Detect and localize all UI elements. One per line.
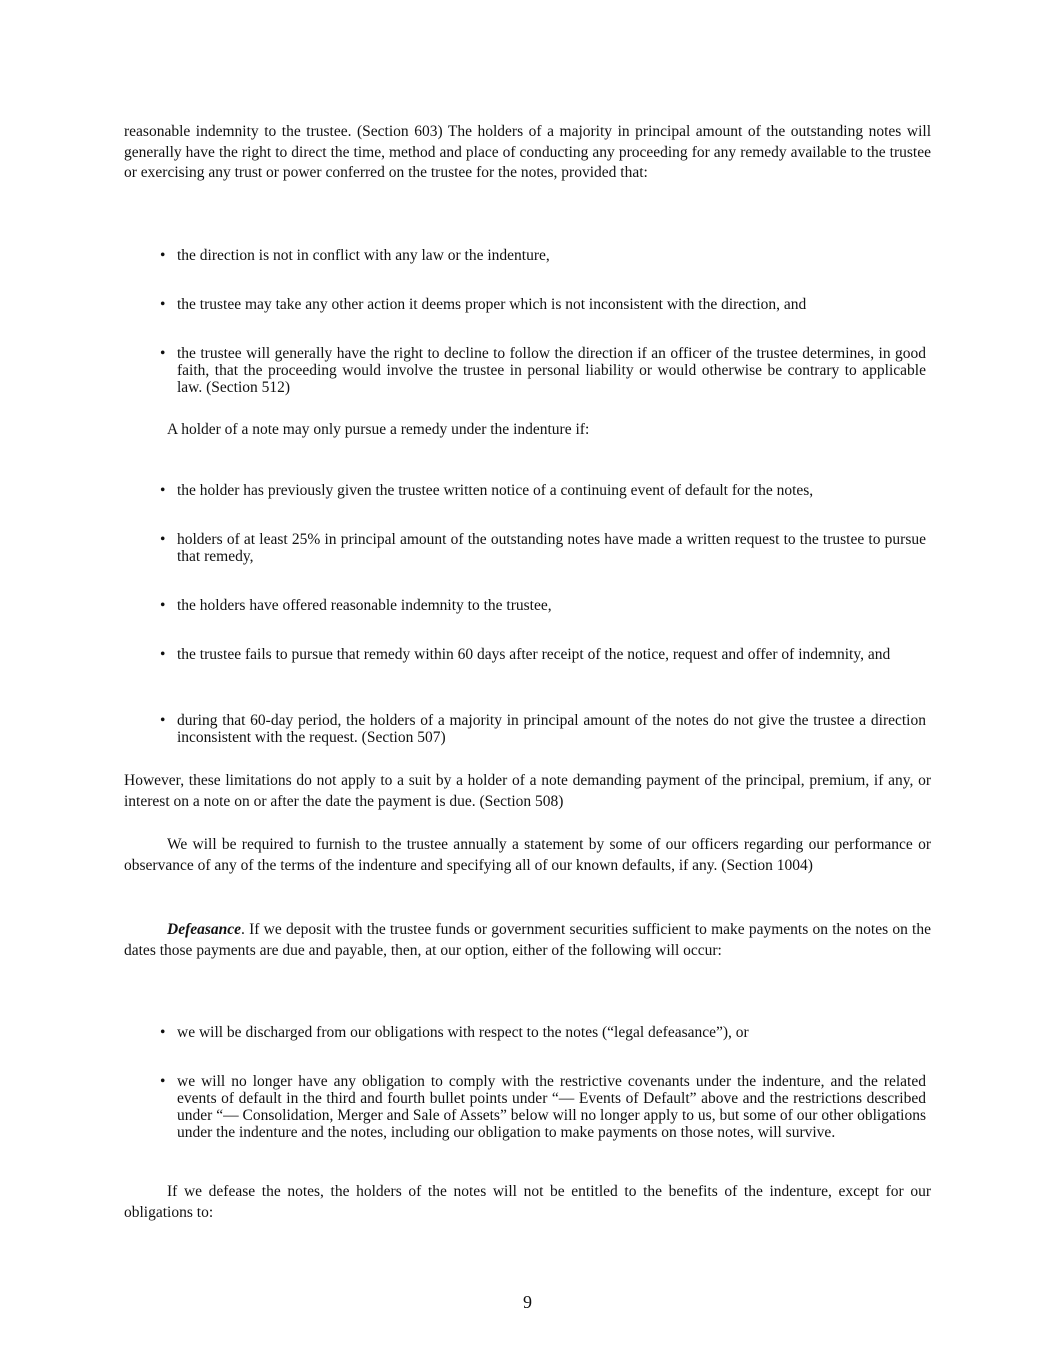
bullet-text: we will no longer have any obligation to comply with the restrictive covenants under the indenture, and the related events of default in the third and fourth bullet points under “— Events of Default” above and the restrictions described under “— Consolidation, Merger and Sale of Assets” below will no longer apply to us, but some of our other obligations under the indenture and the notes, including our obligation to make payments on those notes, will survive. [177,1073,926,1141]
defeasance-heading: Defeasance [167,921,242,938]
paragraph-defeasance [124,920,931,961]
bullet-marker: • [160,531,166,548]
bullet-item [160,597,926,614]
bullet-item [160,1024,926,1041]
bullet-marker: • [160,597,166,614]
paragraph-direction-rights: reasonable indemnity to the trustee. (Section 603) The holders of a majority in principal amount of the outstanding notes will generally have the right to direct the time, method and place of conducting any proceeding for any remedy available to the trustee or exercising any trust or power conferred on the trustee for the notes, provided that: [124,123,931,181]
bullet-text: holders of at least 25% in principal amount of the outstanding notes have made a written request to the trustee to pursue that remedy, [177,531,926,565]
bullet-marker: • [160,1024,166,1041]
paragraph-holder-remedy-lead: A holder of a note may only pursue a remedy under the indenture if: [167,421,590,438]
bullet-marker: • [160,247,166,264]
bullet-item [160,712,926,746]
bullet-text: the holders have offered reasonable indemnity to the trustee, [177,597,552,614]
bullet-marker: • [160,296,166,313]
bullet-marker: • [160,1073,166,1090]
page-number: 9 [523,1292,532,1312]
bullet-text: the trustee fails to pursue that remedy within 60 days after receipt of the notice, request and offer of indemnity, and [177,646,891,663]
bullet-text: the trustee may take any other action it deems proper which is not inconsistent with the direction, and [177,296,807,313]
bullet-item [160,482,926,499]
bullet-text: we will be discharged from our obligations with respect to the notes (“legal defeasance”), or [177,1024,749,1041]
paragraph-if-defease: If we defease the notes, the holders of the notes will not be entitled to the benefits of the indenture, except for our obligations to: [124,1183,931,1221]
bullet-text: the trustee will generally have the right to decline to follow the direction if an officer of the trustee determines, in good faith, that the proceeding would involve the trustee in personal liability or would otherwise be contrary to applicable law. (Section 512) [177,345,926,396]
bullet-text: the holder has previously given the trustee written notice of a continuing event of default for the notes, [177,482,814,499]
bullet-marker: • [160,712,166,729]
bullet-marker: • [160,345,166,362]
defeasance-body: . If we deposit with the trustee funds or government securities sufficient to make payments on the notes on the dates those payments are due and payable, then, at our option, either of the following will occur: [124,921,931,959]
bullet-item [160,531,926,565]
bullet-item [160,296,926,313]
bullet-text: the direction is not in conflict with any law or the indenture, [177,247,550,264]
bullet-marker: • [160,482,166,499]
paragraph-limitations: However, these limitations do not apply to a suit by a holder of a note demanding payment of the principal, premium, if any, or interest on a note on or after the date the payment is due. (Section 508) [124,772,931,810]
bullet-item [160,247,926,264]
bullet-item [160,345,926,396]
bullet-item [160,646,926,663]
bullet-item [160,1073,926,1141]
bullet-marker: • [160,646,166,663]
paragraph-annual-statement: We will be required to furnish to the trustee annually a statement by some of our officers regarding our performance or observance of any of the terms of the indenture and specifying all of our known defaults, if any. (Section 1004) [124,836,931,874]
bullet-text: during that 60-day period, the holders of a majority in principal amount of the notes do not give the trustee a direction inconsistent with the request. (Section 507) [177,712,926,746]
